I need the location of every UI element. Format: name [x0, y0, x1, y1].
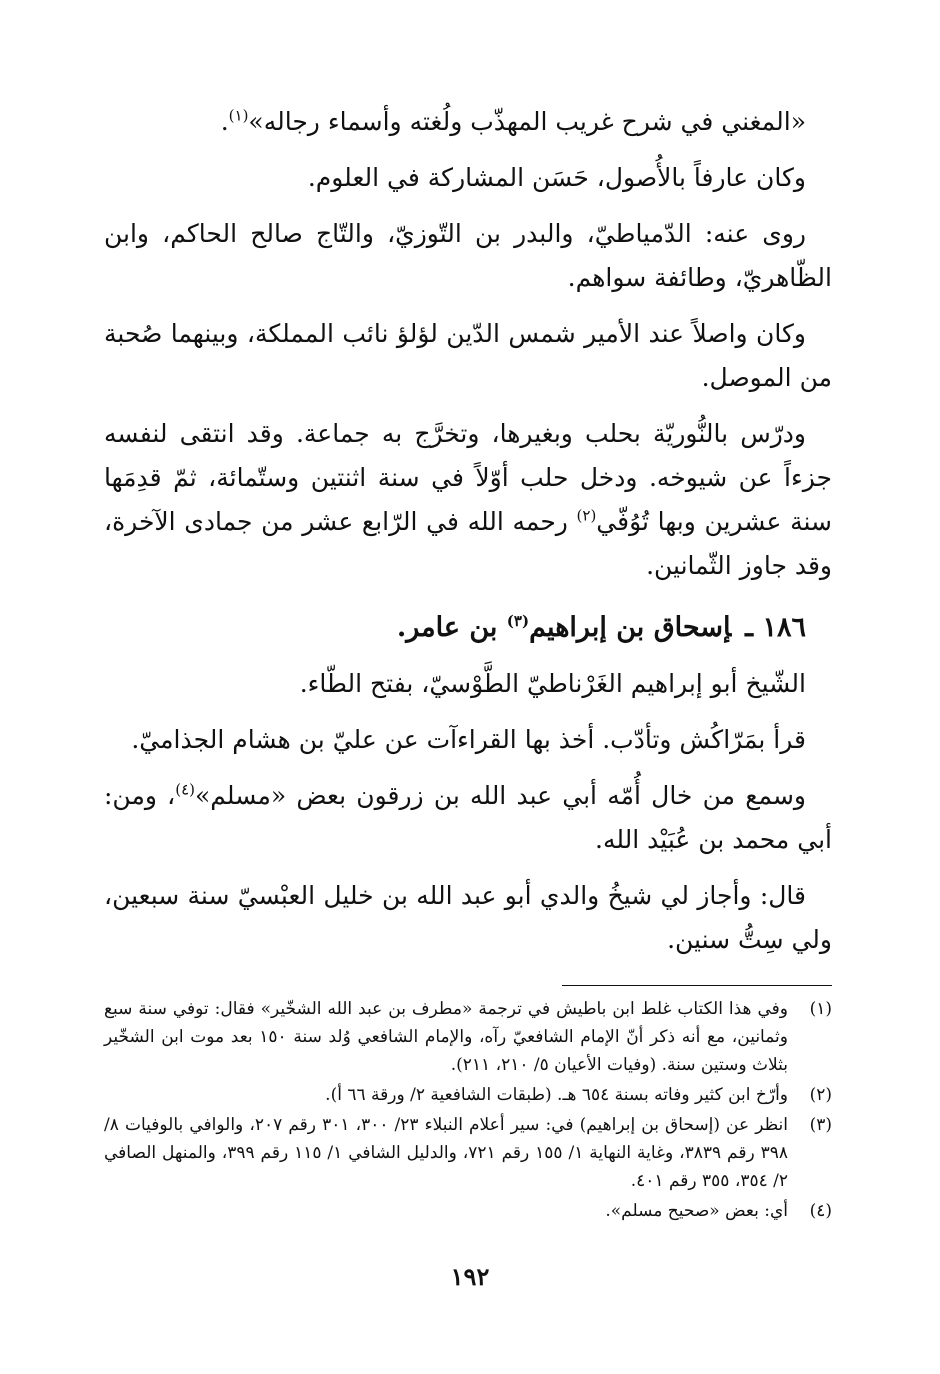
paragraph-7: قرأ بمَرّاكُش وتأدّب. أخذ بها القراءآت عن عليّ بن هشام الجذاميّ. [131, 725, 806, 754]
footnote-ref-1: (١) [228, 106, 249, 125]
entry-name: إسحاق بن إبراهيم [529, 612, 732, 643]
paragraph-8 [104, 774, 832, 862]
main-text [104, 100, 832, 974]
entry-name-end: بن عامر. [396, 612, 507, 643]
footnote-ref-4: (٤) [175, 780, 195, 799]
footnote-number: (٤) [809, 1201, 832, 1221]
footnote-number: (٣) [809, 1115, 832, 1135]
paragraph-8-text-b: ، ومن: أبي محمد بن عُبَيْد الله. [104, 781, 832, 854]
page-number: ١٩٢ [450, 1262, 490, 1291]
paragraph-1-text: «المغني في شرح غريب المهذّب ولُغته وأسماء رجاله» [248, 107, 806, 136]
paragraph-8-text-a: وسمع من خال أُمّه أبي عبد الله بن زرقون بعض «مسلم» [194, 781, 806, 810]
footnote-text: أي: بعض «صحيح مسلم». [605, 1201, 788, 1221]
footnote-3 [104, 1111, 832, 1195]
paragraph-4: وكان واصلاً عند الأمير شمس الدّين لؤلؤ نائب المملكة، وبينهما صُحبة من الموصل. [104, 319, 832, 392]
paragraph-3: روى عنه: الدّمياطيّ، والبدر بن التّوزيّ، والتّاج صالح الحاكم، وابن الظّاهريّ، وطائفة سواهم. [104, 219, 832, 292]
footnote-text: انظر عن (إسحاق بن إبراهيم) في: سير أعلام النبلاء ٢٣/ ٣٠٠، ٣٠١ رقم ٢٠٧، والوافي بالوفيات ٨/ ٣٩٨ رقم ٣٨٣٩، وغاية النهاية ١/ ١٥٥ رقم ٧٢١، والدليل الشافي ١/ ١١٥ رقم ٣٩٩، والمنهل الصافي ٢/ ٣٥٤، ٣٥٥ رقم ٤٠١. [104, 1115, 788, 1191]
entry-heading [104, 606, 832, 650]
paragraph-1 [104, 100, 832, 144]
paragraph-1-end: . [220, 107, 229, 136]
paragraph-5 [104, 412, 832, 588]
footnotes [104, 995, 832, 1227]
footnote-1 [104, 995, 832, 1079]
footnote-number: (١) [809, 999, 832, 1019]
footnote-ref-2: (٢) [576, 506, 597, 525]
paragraph-9: قال: وأجاز لي شيخُ والدي أبو عبد الله بن خليل العبْسيّ سنة سبعين، ولي سِتُّ سنين. [104, 881, 832, 954]
footnote-number: (٢) [809, 1085, 832, 1105]
paragraph-5-text-a: ودرّس بالنُّوريّة بحلب وبغيرها، وتخرَّج به جماعة. وقد انتقى لنفسه جزءاً عن شيوخه. ودخل حلب أوّلاً في سنة اثنتين وستّمائة، ثمّ قدِمَها سنة عشرين وبها تُوُفّي [104, 419, 832, 536]
footnote-text: وأرّخ ابن كثير وفاته بسنة ٦٥٤ هـ. (طبقات الشافعية ٢/ ورقة ٦٦ أ). [325, 1085, 788, 1105]
paragraph-5-text-b: رحمه الله في الرّابع عشر من جمادى الآخرة، وقد جاوز الثّمانين. [104, 507, 832, 580]
footnote-text: وفي هذا الكتاب غلط ابن باطيش في ترجمة «مطرف بن عبد الله الشخّير» فقال: توفي سنة سبع وثمانين، مع أنه ذكر أنّ الإمام الشافعيّ رآه، والإمام الشافعي وُلد سنة ١٥٠ بعد موت ابن الشخّير بثلاث وستين سنة. (وفيات الأعيان ٥/ ٢١٠، ٢١١). [104, 999, 788, 1075]
footnote-4 [104, 1197, 832, 1225]
footnote-divider [562, 985, 832, 986]
footnote-2 [104, 1081, 832, 1109]
paragraph-6: الشّيخ أبو إبراهيم الغَرْناطيّ الطَّوْسيّ، بفتح الطّاء. [299, 669, 806, 698]
entry-number: ١٨٦ ـ [745, 612, 806, 643]
footnote-ref-3: (٣) [506, 612, 530, 630]
paragraph-2: وكان عارفاً بالأُصول، حَسَن المشاركة في العلوم. [307, 163, 806, 192]
